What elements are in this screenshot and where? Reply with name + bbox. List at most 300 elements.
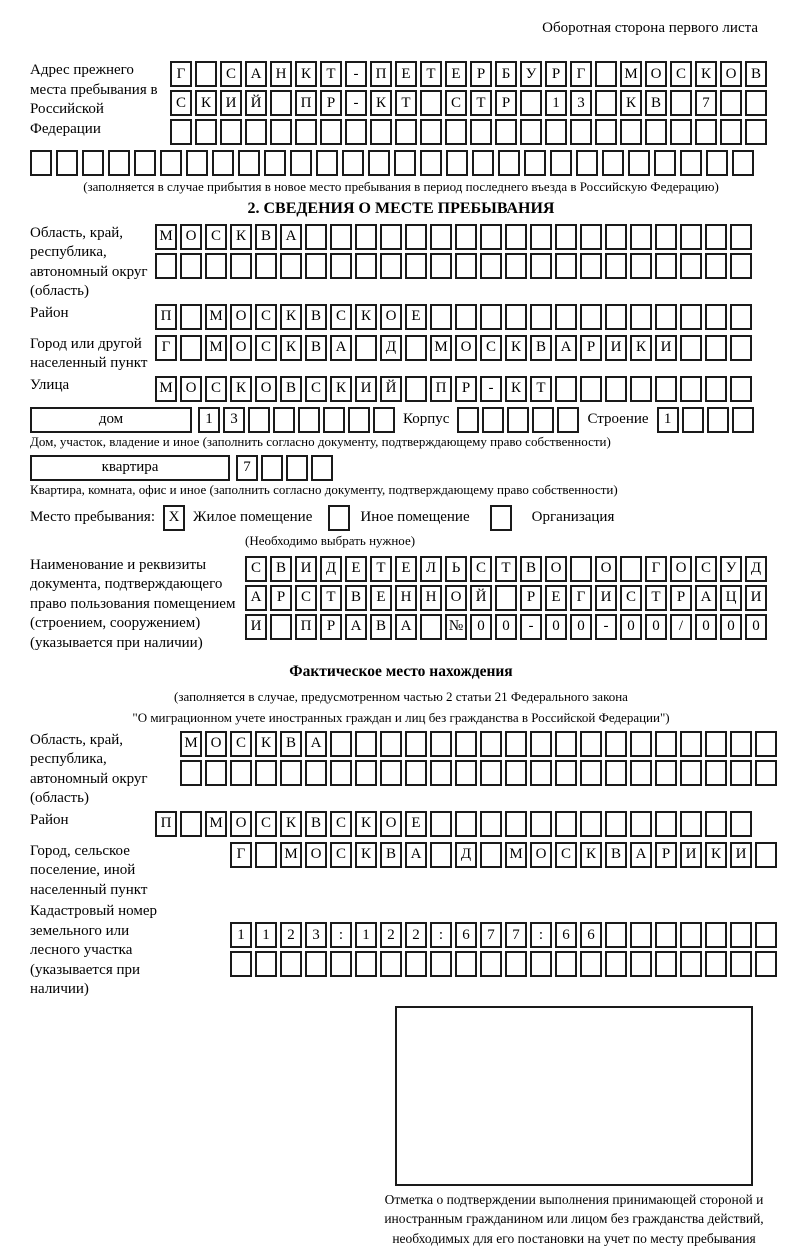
char-cell[interactable]	[205, 760, 227, 786]
char-cell[interactable]	[420, 150, 442, 176]
char-cell[interactable]	[705, 335, 727, 361]
char-cell[interactable]: 0	[695, 614, 717, 640]
char-cell[interactable]: О	[205, 731, 227, 757]
char-cell[interactable]: Р	[320, 614, 342, 640]
char-cell[interactable]	[680, 922, 702, 948]
char-cell[interactable]	[180, 811, 202, 837]
char-cell[interactable]: Д	[380, 335, 402, 361]
char-cell[interactable]: Й	[470, 585, 492, 611]
char-cell[interactable]: Е	[445, 61, 467, 87]
char-cell[interactable]	[680, 253, 702, 279]
char-cell[interactable]	[580, 811, 602, 837]
char-cell[interactable]	[405, 224, 427, 250]
char-cell[interactable]	[555, 253, 577, 279]
char-cell[interactable]: Й	[245, 90, 267, 116]
char-cell[interactable]: С	[470, 556, 492, 582]
char-cell[interactable]: К	[505, 335, 527, 361]
char-cell[interactable]: Т	[420, 61, 442, 87]
char-cell[interactable]	[330, 731, 352, 757]
char-cell[interactable]: -	[480, 376, 502, 402]
char-cell[interactable]	[745, 119, 767, 145]
char-cell[interactable]: 2	[405, 922, 427, 948]
char-cell[interactable]: О	[545, 556, 567, 582]
char-cell[interactable]	[630, 224, 652, 250]
char-cell[interactable]: 1	[355, 922, 377, 948]
char-cell[interactable]: К	[330, 376, 352, 402]
char-cell[interactable]: Е	[405, 304, 427, 330]
char-cell[interactable]	[230, 951, 252, 977]
char-cell[interactable]	[405, 760, 427, 786]
char-cell[interactable]: К	[705, 842, 727, 868]
char-cell[interactable]: -	[345, 90, 367, 116]
char-cell[interactable]: К	[505, 376, 527, 402]
char-cell[interactable]	[570, 556, 592, 582]
char-cell[interactable]: А	[280, 224, 302, 250]
char-cell[interactable]: 2	[380, 922, 402, 948]
char-cell[interactable]: 2	[280, 922, 302, 948]
char-cell[interactable]: О	[445, 585, 467, 611]
char-cell[interactable]	[745, 90, 767, 116]
char-cell[interactable]	[430, 253, 452, 279]
char-cell[interactable]	[505, 253, 527, 279]
char-cell[interactable]: М	[155, 224, 177, 250]
char-cell[interactable]: М	[505, 842, 527, 868]
char-cell[interactable]	[705, 376, 727, 402]
char-cell[interactable]: К	[580, 842, 602, 868]
char-cell[interactable]: С	[170, 90, 192, 116]
char-cell[interactable]: М	[280, 842, 302, 868]
char-cell[interactable]: И	[680, 842, 702, 868]
char-cell[interactable]	[180, 760, 202, 786]
char-cell[interactable]	[195, 119, 217, 145]
char-cell[interactable]	[570, 119, 592, 145]
char-cell[interactable]	[720, 119, 742, 145]
char-cell[interactable]	[695, 119, 717, 145]
char-cell[interactable]	[505, 731, 527, 757]
char-cell[interactable]: М	[180, 731, 202, 757]
char-cell[interactable]: С	[245, 556, 267, 582]
char-cell[interactable]: К	[370, 90, 392, 116]
char-cell[interactable]	[430, 760, 452, 786]
char-cell[interactable]	[261, 455, 283, 481]
char-cell[interactable]: Е	[370, 585, 392, 611]
char-cell[interactable]: Р	[580, 335, 602, 361]
char-cell[interactable]: Д	[745, 556, 767, 582]
char-cell[interactable]: П	[430, 376, 452, 402]
char-cell[interactable]: О	[255, 376, 277, 402]
char-cell[interactable]	[730, 760, 752, 786]
char-cell[interactable]: О	[380, 304, 402, 330]
char-cell[interactable]: Е	[405, 811, 427, 837]
char-cell[interactable]: Г	[570, 61, 592, 87]
char-cell[interactable]: 1	[255, 922, 277, 948]
char-cell[interactable]: Т	[370, 556, 392, 582]
char-cell[interactable]	[134, 150, 156, 176]
char-cell[interactable]: В	[280, 731, 302, 757]
char-cell[interactable]	[380, 224, 402, 250]
char-cell[interactable]	[295, 119, 317, 145]
char-cell[interactable]: 0	[545, 614, 567, 640]
char-cell[interactable]: №	[445, 614, 467, 640]
char-cell[interactable]: Е	[345, 556, 367, 582]
char-cell[interactable]: 1	[230, 922, 252, 948]
char-cell[interactable]: В	[530, 335, 552, 361]
char-cell[interactable]	[455, 731, 477, 757]
char-cell[interactable]: Л	[420, 556, 442, 582]
char-cell[interactable]	[170, 119, 192, 145]
char-cell[interactable]	[264, 150, 286, 176]
char-cell[interactable]	[355, 224, 377, 250]
char-cell[interactable]: О	[180, 376, 202, 402]
char-cell[interactable]	[670, 90, 692, 116]
char-cell[interactable]	[680, 731, 702, 757]
char-cell[interactable]: С	[205, 224, 227, 250]
char-cell[interactable]	[705, 760, 727, 786]
char-cell[interactable]	[420, 119, 442, 145]
char-cell[interactable]	[655, 304, 677, 330]
char-cell[interactable]	[455, 760, 477, 786]
char-cell[interactable]	[730, 811, 752, 837]
char-cell[interactable]: Р	[545, 61, 567, 87]
char-cell[interactable]: К	[695, 61, 717, 87]
char-cell[interactable]: К	[255, 731, 277, 757]
char-cell[interactable]	[620, 119, 642, 145]
char-cell[interactable]: Р	[495, 90, 517, 116]
char-cell[interactable]	[605, 922, 627, 948]
char-cell[interactable]: Р	[270, 585, 292, 611]
char-cell[interactable]	[180, 304, 202, 330]
char-cell[interactable]: С	[620, 585, 642, 611]
char-cell[interactable]: О	[305, 842, 327, 868]
char-cell[interactable]	[482, 407, 504, 433]
char-cell[interactable]: М	[205, 335, 227, 361]
char-cell[interactable]	[330, 760, 352, 786]
char-cell[interactable]: Н	[420, 585, 442, 611]
char-cell[interactable]	[405, 253, 427, 279]
char-cell[interactable]	[732, 150, 754, 176]
char-cell[interactable]	[707, 407, 729, 433]
char-cell[interactable]	[280, 760, 302, 786]
char-cell[interactable]	[394, 150, 416, 176]
char-cell[interactable]	[730, 224, 752, 250]
char-cell[interactable]	[605, 811, 627, 837]
char-cell[interactable]	[455, 253, 477, 279]
char-cell[interactable]: А	[630, 842, 652, 868]
char-cell[interactable]	[730, 376, 752, 402]
char-cell[interactable]	[380, 951, 402, 977]
char-cell[interactable]	[602, 150, 624, 176]
char-cell[interactable]	[230, 760, 252, 786]
char-cell[interactable]	[305, 951, 327, 977]
char-cell[interactable]	[655, 224, 677, 250]
char-cell[interactable]: Г	[230, 842, 252, 868]
char-cell[interactable]: Т	[320, 585, 342, 611]
char-cell[interactable]: К	[295, 61, 317, 87]
char-cell[interactable]: А	[405, 842, 427, 868]
char-cell[interactable]	[108, 150, 130, 176]
char-cell[interactable]: 0	[745, 614, 767, 640]
char-cell[interactable]: 3	[223, 407, 245, 433]
char-cell[interactable]: Р	[670, 585, 692, 611]
char-cell[interactable]: А	[305, 731, 327, 757]
char-cell[interactable]	[480, 304, 502, 330]
char-cell[interactable]: Е	[545, 585, 567, 611]
char-cell[interactable]: -	[520, 614, 542, 640]
char-cell[interactable]	[530, 224, 552, 250]
char-cell[interactable]: И	[355, 376, 377, 402]
char-cell[interactable]: В	[745, 61, 767, 87]
char-cell[interactable]	[605, 253, 627, 279]
char-cell[interactable]	[430, 842, 452, 868]
char-cell[interactable]	[342, 150, 364, 176]
char-cell[interactable]	[212, 150, 234, 176]
char-cell[interactable]	[655, 811, 677, 837]
char-cell[interactable]	[655, 951, 677, 977]
char-cell[interactable]	[705, 922, 727, 948]
char-cell[interactable]	[645, 119, 667, 145]
char-cell[interactable]	[530, 304, 552, 330]
char-cell[interactable]	[330, 253, 352, 279]
char-cell[interactable]	[520, 90, 542, 116]
char-cell[interactable]	[330, 951, 352, 977]
char-cell[interactable]	[680, 951, 702, 977]
char-cell[interactable]: 1	[657, 407, 679, 433]
char-cell[interactable]: А	[695, 585, 717, 611]
char-cell[interactable]: К	[230, 224, 252, 250]
char-cell[interactable]: Т	[470, 90, 492, 116]
char-cell[interactable]: В	[305, 304, 327, 330]
char-cell[interactable]	[655, 922, 677, 948]
char-cell[interactable]: 7	[236, 455, 258, 481]
char-cell[interactable]	[730, 253, 752, 279]
char-cell[interactable]	[580, 760, 602, 786]
char-cell[interactable]	[630, 922, 652, 948]
char-cell[interactable]	[430, 811, 452, 837]
char-cell[interactable]: Р	[520, 585, 542, 611]
char-cell[interactable]: В	[345, 585, 367, 611]
char-cell[interactable]: Г	[570, 585, 592, 611]
char-cell[interactable]	[380, 253, 402, 279]
char-cell[interactable]: В	[305, 811, 327, 837]
char-cell[interactable]: М	[430, 335, 452, 361]
char-cell[interactable]: 6	[455, 922, 477, 948]
char-cell[interactable]	[480, 760, 502, 786]
char-cell[interactable]	[620, 556, 642, 582]
char-cell[interactable]	[720, 90, 742, 116]
char-cell[interactable]	[630, 811, 652, 837]
char-cell[interactable]: И	[605, 335, 627, 361]
char-cell[interactable]	[630, 951, 652, 977]
char-cell[interactable]: -	[345, 61, 367, 87]
char-cell[interactable]	[455, 304, 477, 330]
char-cell[interactable]: О	[645, 61, 667, 87]
char-cell[interactable]	[755, 951, 777, 977]
char-cell[interactable]	[298, 407, 320, 433]
char-cell[interactable]: И	[220, 90, 242, 116]
char-cell[interactable]: С	[230, 731, 252, 757]
char-cell[interactable]	[545, 119, 567, 145]
char-cell[interactable]: 3	[305, 922, 327, 948]
char-cell[interactable]	[348, 407, 370, 433]
char-cell[interactable]	[446, 150, 468, 176]
char-cell[interactable]	[495, 119, 517, 145]
char-cell[interactable]: Т	[645, 585, 667, 611]
char-cell[interactable]	[680, 335, 702, 361]
char-cell[interactable]: Р	[320, 90, 342, 116]
char-cell[interactable]	[305, 224, 327, 250]
char-cell[interactable]	[180, 335, 202, 361]
char-cell[interactable]	[220, 119, 242, 145]
char-cell[interactable]: В	[280, 376, 302, 402]
char-cell[interactable]: А	[245, 61, 267, 87]
char-cell[interactable]: П	[295, 614, 317, 640]
char-cell[interactable]: С	[555, 842, 577, 868]
char-cell[interactable]: К	[195, 90, 217, 116]
char-cell[interactable]: В	[370, 614, 392, 640]
char-cell[interactable]	[420, 90, 442, 116]
char-cell[interactable]: :	[530, 922, 552, 948]
char-cell[interactable]: В	[380, 842, 402, 868]
char-cell[interactable]: У	[720, 556, 742, 582]
char-cell[interactable]	[457, 407, 479, 433]
char-cell[interactable]: К	[280, 335, 302, 361]
char-cell[interactable]: О	[455, 335, 477, 361]
char-cell[interactable]	[680, 811, 702, 837]
char-cell[interactable]	[480, 811, 502, 837]
char-cell[interactable]	[255, 951, 277, 977]
char-cell[interactable]	[480, 224, 502, 250]
char-cell[interactable]	[680, 304, 702, 330]
char-cell[interactable]: 7	[695, 90, 717, 116]
char-cell[interactable]	[255, 842, 277, 868]
char-cell[interactable]	[530, 760, 552, 786]
char-cell[interactable]	[595, 119, 617, 145]
char-cell[interactable]: В	[270, 556, 292, 582]
char-cell[interactable]: Т	[320, 61, 342, 87]
char-cell[interactable]	[705, 731, 727, 757]
char-cell[interactable]: С	[305, 376, 327, 402]
char-cell[interactable]: 1	[545, 90, 567, 116]
char-cell[interactable]: Г	[645, 556, 667, 582]
char-cell[interactable]: Й	[380, 376, 402, 402]
char-cell[interactable]: В	[255, 224, 277, 250]
char-cell[interactable]	[445, 119, 467, 145]
char-cell[interactable]	[605, 376, 627, 402]
char-cell[interactable]	[56, 150, 78, 176]
char-cell[interactable]: К	[280, 811, 302, 837]
char-cell[interactable]	[595, 61, 617, 87]
char-cell[interactable]	[630, 760, 652, 786]
char-cell[interactable]	[730, 731, 752, 757]
char-cell[interactable]	[273, 407, 295, 433]
char-cell[interactable]	[555, 376, 577, 402]
char-cell[interactable]	[755, 842, 777, 868]
char-cell[interactable]	[160, 150, 182, 176]
char-cell[interactable]: С	[255, 304, 277, 330]
char-cell[interactable]: У	[520, 61, 542, 87]
char-cell[interactable]: 6	[555, 922, 577, 948]
char-cell[interactable]	[180, 253, 202, 279]
char-cell[interactable]	[530, 811, 552, 837]
char-cell[interactable]: О	[720, 61, 742, 87]
char-cell[interactable]	[682, 407, 704, 433]
char-cell[interactable]	[186, 150, 208, 176]
char-cell[interactable]	[705, 224, 727, 250]
char-cell[interactable]	[530, 731, 552, 757]
char-cell[interactable]: Т	[495, 556, 517, 582]
char-cell[interactable]	[470, 119, 492, 145]
char-cell[interactable]	[320, 119, 342, 145]
char-cell[interactable]	[305, 253, 327, 279]
char-cell[interactable]: К	[280, 304, 302, 330]
char-cell[interactable]: Д	[320, 556, 342, 582]
char-cell[interactable]	[605, 304, 627, 330]
char-cell[interactable]: В	[645, 90, 667, 116]
char-cell[interactable]: 0	[470, 614, 492, 640]
char-cell[interactable]	[520, 119, 542, 145]
char-cell[interactable]	[305, 760, 327, 786]
char-cell[interactable]	[630, 731, 652, 757]
char-cell[interactable]	[480, 253, 502, 279]
char-cell[interactable]	[580, 731, 602, 757]
char-cell[interactable]	[405, 335, 427, 361]
char-cell[interactable]	[205, 253, 227, 279]
char-cell[interactable]	[555, 731, 577, 757]
char-cell[interactable]	[472, 150, 494, 176]
char-cell[interactable]	[430, 951, 452, 977]
char-cell[interactable]	[270, 614, 292, 640]
char-cell[interactable]	[630, 253, 652, 279]
char-cell[interactable]	[755, 922, 777, 948]
char-cell[interactable]	[280, 253, 302, 279]
char-cell[interactable]: О	[230, 811, 252, 837]
char-cell[interactable]	[405, 731, 427, 757]
char-cell[interactable]	[605, 731, 627, 757]
char-cell[interactable]	[368, 150, 390, 176]
char-cell[interactable]	[524, 150, 546, 176]
char-cell[interactable]: А	[330, 335, 352, 361]
char-cell[interactable]: П	[155, 811, 177, 837]
char-cell[interactable]: 3	[570, 90, 592, 116]
char-cell[interactable]: С	[330, 842, 352, 868]
char-cell[interactable]: О	[595, 556, 617, 582]
char-cell[interactable]	[270, 90, 292, 116]
char-cell[interactable]	[530, 951, 552, 977]
char-cell[interactable]	[654, 150, 676, 176]
char-cell[interactable]: Т	[530, 376, 552, 402]
char-cell[interactable]	[30, 150, 52, 176]
char-cell[interactable]	[755, 731, 777, 757]
char-cell[interactable]	[630, 304, 652, 330]
char-cell[interactable]: Г	[155, 335, 177, 361]
char-cell[interactable]: Ц	[720, 585, 742, 611]
char-cell[interactable]	[311, 455, 333, 481]
char-cell[interactable]: Е	[395, 61, 417, 87]
char-cell[interactable]: 1	[198, 407, 220, 433]
char-cell[interactable]	[505, 304, 527, 330]
char-cell[interactable]	[576, 150, 598, 176]
char-cell[interactable]	[732, 407, 754, 433]
char-cell[interactable]	[505, 951, 527, 977]
char-cell[interactable]	[373, 407, 395, 433]
char-cell[interactable]: С	[445, 90, 467, 116]
char-cell[interactable]: 7	[480, 922, 502, 948]
char-cell[interactable]	[455, 224, 477, 250]
char-cell[interactable]	[248, 407, 270, 433]
char-cell[interactable]: С	[255, 811, 277, 837]
char-cell[interactable]	[345, 119, 367, 145]
char-cell[interactable]: И	[745, 585, 767, 611]
